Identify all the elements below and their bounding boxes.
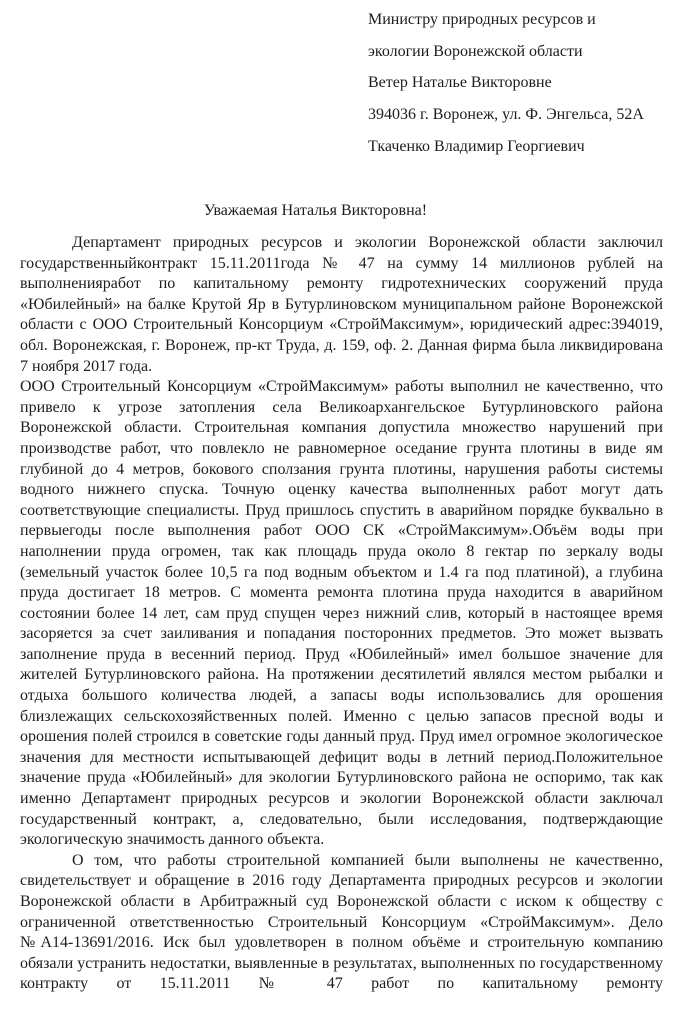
recipient-line-4: 394036 г. Воронеж, ул. Ф. Энгельса, 52А xyxy=(368,106,644,124)
salutation: Уважаемая Наталья Викторовна! xyxy=(203,201,428,219)
letter-body xyxy=(0,233,679,995)
paragraph-1: Департамент природных ресурсов и экологии Воронежской области заключил государственныйконтракт 15.11.2011года № 47 на сумму 14 миллионов рублей на выполненияработ по капитальному ремонту гидротехнических сооружений пруда «Юбилейный» на балке Крутой Яр в Бутурлиновском муниципальном районе Воронежской области с ООО Строительный Консорциум «СтройМаксимум», юридический адрес:394019, обл. Воронежская, г. Воронеж, пр-кт Труда, д. 159, оф. 2. Данная фирма была ликвидирована 7 ноября 2017 года. xyxy=(20,234,663,375)
recipient-line-1: Министру природных ресурсов и xyxy=(368,11,596,28)
recipient-line-5: Ткаченко Владимир Георгиевич xyxy=(368,137,585,155)
recipient-line-3: Ветер Наталье Викторовне xyxy=(368,74,552,92)
paragraph-3: О том, что работы строительной компанией были выполнены не качественно, свидетельствует и обращение в 2016 году Департамента природных ресурсов и экологии Воронежской области в Арбитражный суд Воронежской области с иском к обществу с ограниченной ответственностью Строительный Консорциум «СтройМаксимум». Дело №А14-13691/2016. Иск был удовлетворен в полном объёме и строительную компанию обязали устранить недостатки, выявленные в результатах, выполненных по государственному контракту от 15.11.2011 № 47 работ по капитальному ремонту xyxy=(20,851,663,993)
recipient-block xyxy=(368,0,679,163)
recipient-line-2: экологии Воронежской области xyxy=(368,42,583,60)
paragraph-2: ООО Строительный Консорциум «СтройМаксимум» работы выполнил не качественно, что привело к угрозе затопления села Великоархангельское Бутурлиновского района Воронежской области. Строительная компания допустила множество нарушений при производстве работ, что повлекло не равномерное оседание грунта плотины в виде ям глубиной до 4 метров, бокового сползания грунта плотины, нарушения работы системы водного нижнего спуска. Точную оценку качества выполненных работ могут дать соответствующие специалисты. Пруд пришлось спустить в аварийном порядке буквально в первыегоды после выполнения работ ООО СК «СтройМаксимум».Объём воды при наполнении пруда огромен, так как площадь пруда около 8 гектар по зеркалу воды (земельный участок более 10,5 га под водным объектом и 1.4 га под платиной), а глубина пруда достигает 18 метров. С момента ремонта плотина пруда находится в аварийном состоянии более 14 лет, сам пруд спущен через нижний слив, который в настоящее время засоряется за счет заиливания и попадания посторонних предметов. Это может вызвать заполнение пруда в весенний период. Пруд «Юбилейный» имел большое значение для жителей Бутурлиновского района. На протяжении десятилетий являлся местом рыбалки и отдыха большого количества людей, а запасы воды использовались для орошения близлежащих сельскохозяйственных полей. Именно с целью запасов пресной воды и орошения полей строился в советские годы данный пруд. Пруд имел огромное экологическое значения для местности испытывающей дефицит воды в летний период.Положительное значение пруда «Юбилейный» для экологии Бутурлиновского района не оспоримо, так как именно Департамент природных ресурсов и экологии Воронежской области заключал государственный контракт, а, следовательно, были исследования, подтверждающие экологическую значимость данного объекта. xyxy=(20,378,663,849)
